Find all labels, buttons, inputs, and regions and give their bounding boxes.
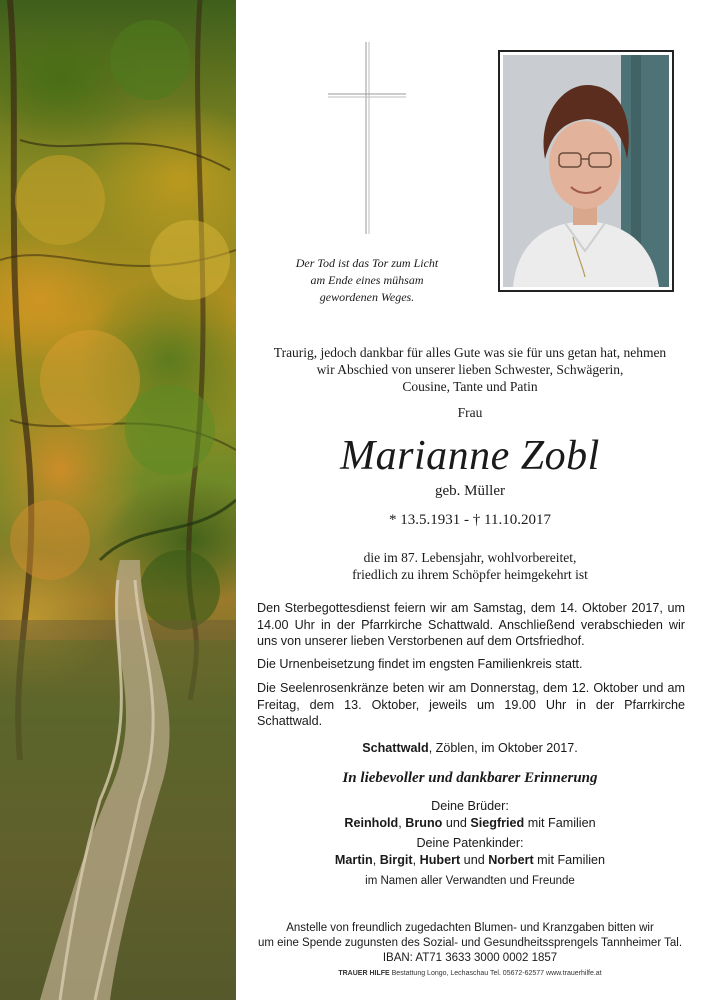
age-line-1: die im 87. Lebensjahr, wohlvorbereitet,	[363, 550, 577, 565]
brothers-names	[250, 816, 690, 830]
godchildren-suffix: mit Familien	[533, 853, 606, 867]
donation-request	[250, 921, 690, 966]
maiden-name: geb. Müller	[435, 483, 505, 499]
donation-line-2: um eine Spende zugunsten des Sozial- und Gesundheitssprengels Tannheimer Tal.	[257, 937, 683, 949]
deceased-name: Marianne Zobl	[340, 433, 600, 479]
place-rest: , Zöblen, im Oktober 2017.	[428, 741, 578, 755]
funeral-home-contact: Bestattung Longo, Lechaschau Tel. 05672-62577 www.trauerhilfe.at	[389, 970, 602, 977]
portrait-illustration	[503, 55, 669, 287]
rosary-text: Die Seelenrosenkränze beten wir am Donnerstag, dem 12. Oktober und am Freitag, dem 13. Oktober, jeweils um 19.00 Uhr in der Pfarrkirche Schattwald.	[257, 681, 685, 728]
funeral-service-text: Den Sterbegottesdienst feiern wir am Samstag, dem 14. Oktober 2017, um 14.00 Uhr in der Pfarrkirche Schattwald. Anschließend verabschieden wir uns von unserer lieben Verstorbenen auf dem Ortsfriedhof.	[257, 601, 685, 648]
godchildren-label: Deine Patenkinder:	[416, 836, 524, 850]
motto-line-1: Der Tod ist das Tor zum Licht	[295, 256, 439, 270]
forest-path-photo	[0, 0, 236, 1000]
brother-name: Bruno	[405, 816, 443, 830]
motto-line-3: gewordenen Weges.	[319, 290, 415, 304]
separator: und	[442, 816, 471, 830]
funeral-home-footer	[250, 970, 690, 977]
godchild-name: Norbert	[488, 853, 534, 867]
godchildren-names	[250, 853, 690, 867]
life-dates: * 13.5.1931 - † 11.10.2017	[389, 512, 551, 528]
honorific: Frau	[457, 405, 483, 420]
age-line-2: friedlich zu ihrem Schöpfer heimgekehrt ist	[352, 567, 588, 582]
forest-path-illustration	[0, 0, 236, 1000]
intro-text	[250, 344, 690, 395]
place-date-line	[250, 741, 690, 755]
urn-burial-text: Die Urnenbeisetzung findet im engsten Familienkreis statt.	[257, 657, 583, 671]
motto-line-2: am Ende eines mühsam	[310, 273, 424, 287]
memory-line: In liebevoller und dankbarer Erinnerung	[342, 770, 598, 786]
intro-line-1: Traurig, jedoch dankbar für alles Gute was sie für uns getan hat, nehmen	[273, 345, 667, 360]
godchild-name: Martin	[334, 853, 373, 867]
place-town: Schattwald	[362, 741, 429, 755]
funeral-home-brand: TRAUER HILFE	[338, 970, 390, 977]
donation-iban: IBAN: AT71 3633 3000 0002 1857	[382, 952, 558, 964]
godchild-name: Hubert	[419, 853, 461, 867]
separator: und	[460, 853, 489, 867]
separator: ,	[412, 853, 420, 867]
age-text	[250, 549, 690, 583]
separator: ,	[372, 853, 380, 867]
brother-name: Reinhold	[344, 816, 399, 830]
intro-line-3: Cousine, Tante und Patin	[402, 379, 538, 394]
portrait-photo	[498, 50, 674, 292]
intro-line-2: wir Abschied von unserer lieben Schwester, Schwägerin,	[316, 362, 624, 377]
cross-icon	[326, 40, 408, 236]
motto-quote	[262, 255, 472, 306]
relatives-line: im Namen aller Verwandten und Freunde	[365, 875, 575, 887]
donation-line-1: Anstelle von freundlich zugedachten Blumen- und Kranzgaben bitten wir	[286, 922, 654, 934]
separator: ,	[398, 816, 406, 830]
brother-name: Siegfried	[470, 816, 525, 830]
brothers-label: Deine Brüder:	[431, 799, 509, 813]
godchild-name: Birgit	[379, 853, 413, 867]
brothers-suffix: mit Familien	[524, 816, 596, 830]
